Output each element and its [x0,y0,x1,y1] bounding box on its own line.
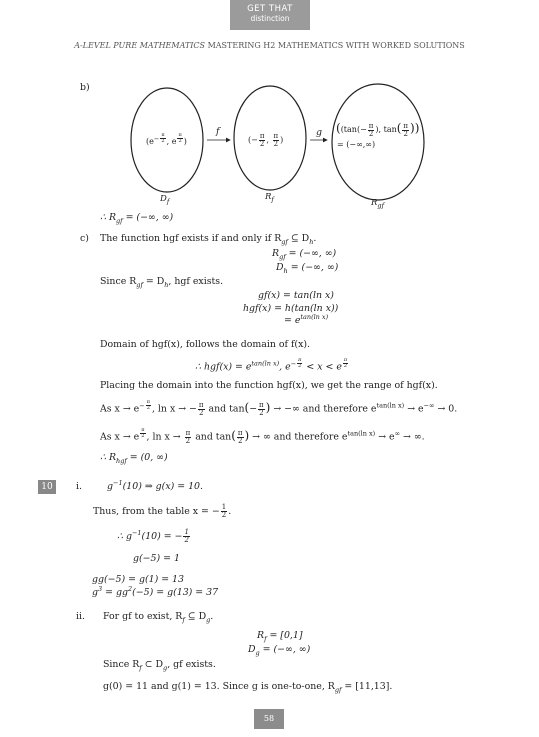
part-c-line1: The function hgf exists if and only if $R_{gf}$ ⊆ $D_h$. [100,233,317,246]
badge-line1: GET THAT [247,4,293,14]
part-b-label: b) [80,82,90,93]
part-c-label: c) [80,233,89,244]
placing-text: Placing the domain into the function hgf(x), we get the range of hgf(x). [100,380,438,391]
badge-line2: distinction [250,14,290,23]
domain-text: Domain of hgf(x), follows the domain of f(x). [100,339,311,350]
set-range-gf-value: = (−∞,∞) [337,140,376,149]
rhgf-value: ∴ $R_{hgf} = (0$, ∞) [100,452,168,465]
q10-ii-final: g(0) = 11 and g(1) = 13. Since g is one-to-one, $R_{gf} = [11,13]$. [103,681,393,694]
label-df: $D_f$ [160,194,170,206]
set-range-gf: ((tan(− $\frac{\pi}{2}$ ), tan( $\frac{\pi}{2}$ )) [336,121,420,138]
q10-ii-line1: For gf to exist, $R_f$ ⊆ $D_g$. [103,611,214,624]
part-ii-label: ii. [76,611,85,622]
book-subtitle: A-LEVEL PURE MATHEMATICS MASTERING H2 MATHEMATICS WITH WORKED SOLUTIONS [74,41,465,50]
set-range-f: (− $\frac{\pi}{2}$ , $\frac{\pi}{2}$ ) [248,132,284,148]
q10-i-line3: ∴ $g^{-1}(10)$ = − $\frac{1}{2}$ [117,528,189,544]
label-rf: $R_f$ [265,192,274,204]
gf-formula: gf(x) = tan(ln x) [258,290,334,301]
question-number: 10 [38,480,56,494]
since-text: Since $R_{gf} = D_h$, hgf exists. [100,276,224,289]
arrow-f-label: f [216,126,220,137]
dh-value: $D_h$ = (−∞, ∞) [276,262,339,275]
header-badge [230,0,310,30]
q10-i-line5: gg(−5) = g(1) = 13 [92,574,184,585]
q10-i-line2: Thus, from the table x = − $\frac{1}{2}$ . [93,503,232,519]
hgf-formula: hgf(x) = h(tan(ln x)) [243,303,339,314]
set-domain-f: ($e^{- \frac{\pi}{2}}$ , e $^{\frac{\pi}{2}}$ ) [146,132,187,147]
q10-i-line6: $g^3 = gg^2(-5) = g(13) = 37$ [92,584,219,598]
q10-i-line4: g(−5) = 1 [133,553,180,564]
q10-ii-since: Since $R_f$ ⊂ $D_g$, gf exists. [103,659,216,672]
rf-value: $R_f = [0,1]$ [257,630,303,643]
hgf-result: = $e^{tan(ln x)}$ [284,312,329,326]
hgf-domain: ∴ $hgf(x) = e^{tan(ln x)}$, $e^{- \frac{\pi}{2}}$ < x < e $^{\frac{\pi}{2}}$ [195,357,348,373]
page-number: 58 [254,709,284,729]
limit-line-2: As x → e $^{\frac{\pi}{2}}$ , ln x → $\frac{\pi}{2}$ and tan( $\frac{\pi}{2}$ ) → ∞ and therefore $e^{tan(ln x)} \to e^\infty$ → ∞. [100,427,425,445]
dg-value: $D_g$ = (−∞, ∞) [248,644,311,657]
rgf-value: $R_{gf}$ = (−∞, ∞) [272,248,337,261]
label-rgf: $R_{gf}$ [371,198,384,210]
part-b-conclusion: ∴ $R_{gf}$ = (−∞, ∞) [100,212,174,225]
q10-i-line1: $g^{-1}(10)$ ⇒ g(x) = 10. [107,478,203,492]
arrow-g-label: g [316,127,323,138]
limit-line-1: As $x \to e^{- \frac{\pi}{2}}$ , ln x → − $\frac{\pi}{2}$ and tan(− $\frac{\pi}{2}$ ) → −∞ and therefore $e^{tan(ln x)} \to e^{-\infty} \to 0$. [100,399,458,417]
part-i-label: i. [76,481,82,492]
